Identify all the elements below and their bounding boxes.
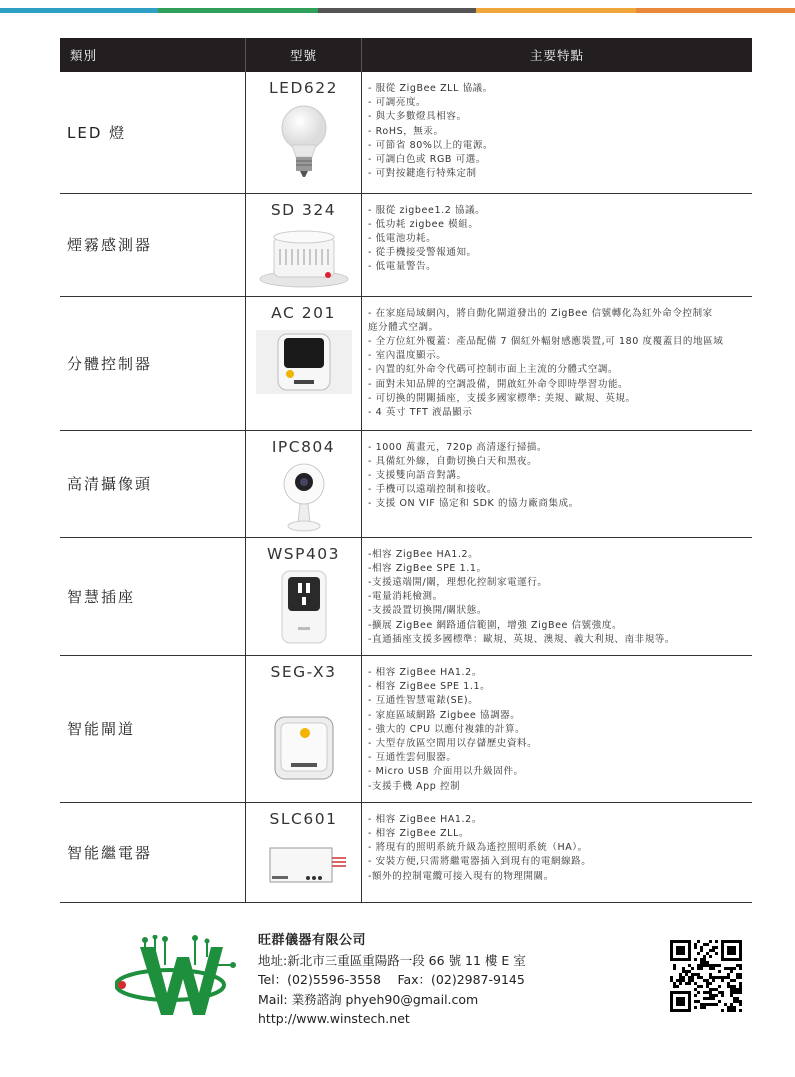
model-name: SEG-X3 <box>270 662 337 681</box>
header-category: 類別 <box>60 38 246 72</box>
feature-item: -擴展 ZigBee 網路通信範圍，增強 ZigBee 信號強度。 <box>368 619 623 631</box>
model-name: AC 201 <box>271 303 336 322</box>
feature-item: - 手機可以遠端控制和接收。 <box>368 484 497 496</box>
feature-item: - 相容 ZigBee HA1.2。 <box>368 666 482 678</box>
category-cell: 分體控制器 <box>60 296 246 430</box>
feature-item: - 支援 ON VIF 協定和 SDK 的協力廠商集成。 <box>368 498 579 510</box>
model-cell <box>246 537 362 655</box>
top-bar-segment <box>476 8 636 13</box>
feature-item: - 從手機接受警報通知。 <box>368 247 477 259</box>
category-cell: 智慧插座 <box>60 537 246 655</box>
model-name: WSP403 <box>266 544 341 563</box>
table-header-row <box>60 38 752 72</box>
feature-item: - 安裝方便,只需將繼電器插入到現有的電網線路。 <box>368 856 592 868</box>
footer <box>0 920 795 1030</box>
feature-item: - 全方位紅外覆蓋：產品配備 7 個紅外輻射感應裝置,可 180 度覆蓋目的地區域 <box>368 335 724 347</box>
feature-item: - 可節省 80%以上的電源。 <box>368 139 494 151</box>
feature-item: -支援遠端開/關，理想化控制家電運行。 <box>368 576 548 588</box>
feature-item: - 互通性智慧電錶(SE)。 <box>368 695 479 707</box>
feature-item: - 可調白色或 RGB 可選。 <box>368 154 486 166</box>
feature-item: -相容 ZigBee SPE 1.1。 <box>368 562 487 574</box>
feature-item: - 相容 ZigBee SPE 1.1。 <box>368 681 491 693</box>
smoke-detector-image <box>256 223 352 293</box>
table-row <box>60 72 752 193</box>
model-cell <box>246 655 362 802</box>
smart-gateway-image <box>269 713 339 785</box>
feature-item: 庭分體式空調。 <box>368 321 439 333</box>
features-cell <box>362 802 753 902</box>
model-name: LED622 <box>269 79 338 97</box>
header-model: 型號 <box>246 38 362 72</box>
feature-item: - 相容 ZigBee HA1.2。 <box>368 813 482 825</box>
feature-item: - 面對未知品牌的空調設備，開啟紅外命令即時學習功能。 <box>368 378 629 390</box>
feature-item: - 互通性雲伺服器。 <box>368 752 457 764</box>
feature-item: - 低電量警告。 <box>368 261 437 273</box>
table-row <box>60 296 752 430</box>
table-row <box>60 193 752 296</box>
table-row <box>60 802 752 902</box>
features-cell <box>362 72 753 193</box>
model-cell <box>246 430 362 537</box>
top-bar-segment <box>318 8 476 13</box>
led-bulb-image <box>274 101 334 181</box>
feature-item: -電量消耗檢測。 <box>368 591 443 603</box>
feature-item: - 低功耗 zigbee 模組。 <box>368 218 479 230</box>
feature-item: - 服從 ZigBee ZLL 協議。 <box>368 83 493 94</box>
model-cell <box>246 193 362 296</box>
feature-item: - 可切換的開關插座，支援多國家標準: 美規、歐規、英規。 <box>368 392 636 404</box>
hd-camera-image <box>274 460 334 536</box>
split-controller-image <box>254 326 354 396</box>
smart-socket-image <box>274 567 334 647</box>
feature-item: - 具備紅外線，自動切換白天和黑夜。 <box>368 455 538 467</box>
feature-item: - 與大多數燈具相容。 <box>368 111 467 123</box>
model-cell <box>246 296 362 430</box>
feature-item: - 1000 萬畫元，720p 高清逐行掃描。 <box>368 441 548 453</box>
top-bar-segment <box>158 8 318 13</box>
top-bar-segment <box>0 8 158 13</box>
feature-item: -支援手機 App 控制 <box>368 780 461 792</box>
company-name: 旺群儀器有限公司 <box>258 933 367 948</box>
features-cell <box>362 430 753 537</box>
feature-item: - 家庭區域網路 Zigbee 協調器。 <box>368 709 521 721</box>
feature-item: - 在家庭局域網內，將自動化閘道發出的 ZigBee 信號轉化為紅外命令控制家 <box>368 307 713 319</box>
feature-item: - 室內溫度顯示。 <box>368 350 447 362</box>
model-cell <box>246 802 362 902</box>
feature-item: - 4 英寸 TFT 液晶顯示 <box>368 406 473 418</box>
feature-item: - Micro USB 介面用以升級固件。 <box>368 766 524 778</box>
winstech-logo <box>115 935 245 1025</box>
model-name: SLC601 <box>269 809 338 828</box>
company-address: 地址:新北市三重區重陽路一段 66 號 11 樓 E 室 <box>258 952 526 968</box>
smart-relay-image <box>256 836 352 896</box>
feature-item: - RoHS，無汞。 <box>368 125 444 137</box>
model-name: SD 324 <box>270 200 337 219</box>
category-cell: 智能閘道 <box>60 655 246 802</box>
top-color-bar <box>0 8 795 13</box>
feature-item: - 服從 zigbee1.2 協議。 <box>368 204 486 216</box>
feature-item: - 可調亮度。 <box>368 97 427 109</box>
feature-item: - 大型存放區空間用以存儲歷史資料。 <box>368 737 538 749</box>
company-info <box>258 931 526 1029</box>
product-spec-table <box>60 38 752 903</box>
qr-code <box>670 940 742 1012</box>
company-url[interactable]: http://www.winstech.net <box>258 1011 410 1026</box>
features-cell <box>362 537 753 655</box>
feature-item: - 相容 ZigBee ZLL。 <box>368 827 470 839</box>
feature-item: -支援設置切換開/關狀態。 <box>368 605 487 617</box>
feature-item: -額外的控制電纜可接入現有的物理開關。 <box>368 870 554 882</box>
top-bar-segment <box>636 8 795 13</box>
table-row <box>60 655 752 802</box>
company-mail[interactable]: Mail: 業務諮詢 phyeh90@gmail.com <box>258 991 479 1007</box>
feature-item: - 支援雙向語音對講。 <box>368 469 467 481</box>
features-cell <box>362 655 753 802</box>
features-cell <box>362 193 753 296</box>
company-phone: Tel：(02)5596-3558 Fax：(02)2987-9145 <box>258 972 525 987</box>
category-cell: 高清攝像頭 <box>60 430 246 537</box>
feature-item: - 內置的紅外命令代碼可控制市面上主流的分體式空調。 <box>368 364 619 376</box>
table-row <box>60 537 752 655</box>
feature-item: -相容 ZigBee HA1.2。 <box>368 548 479 560</box>
table-row <box>60 430 752 537</box>
feature-item: - 將現有的照明系統升級為遙控照明系統（HA）。 <box>368 842 588 854</box>
feature-item: - 強大的 CPU 以應付複雜的計算。 <box>368 723 526 735</box>
feature-item: -直通插座支援多國標準：歐規、英規、澳規、義大利規、南非規等。 <box>368 633 676 645</box>
category-cell: LED 燈 <box>60 72 246 193</box>
category-cell: 煙霧感測器 <box>60 193 246 296</box>
feature-item: - 可對按鍵進行特殊定制 <box>368 168 477 180</box>
category-cell: 智能繼電器 <box>60 802 246 902</box>
model-name: IPC804 <box>271 437 336 456</box>
feature-item: - 低電池功耗。 <box>368 232 437 244</box>
model-cell <box>246 72 362 193</box>
features-cell <box>362 296 753 430</box>
header-features: 主要特點 <box>362 38 753 72</box>
